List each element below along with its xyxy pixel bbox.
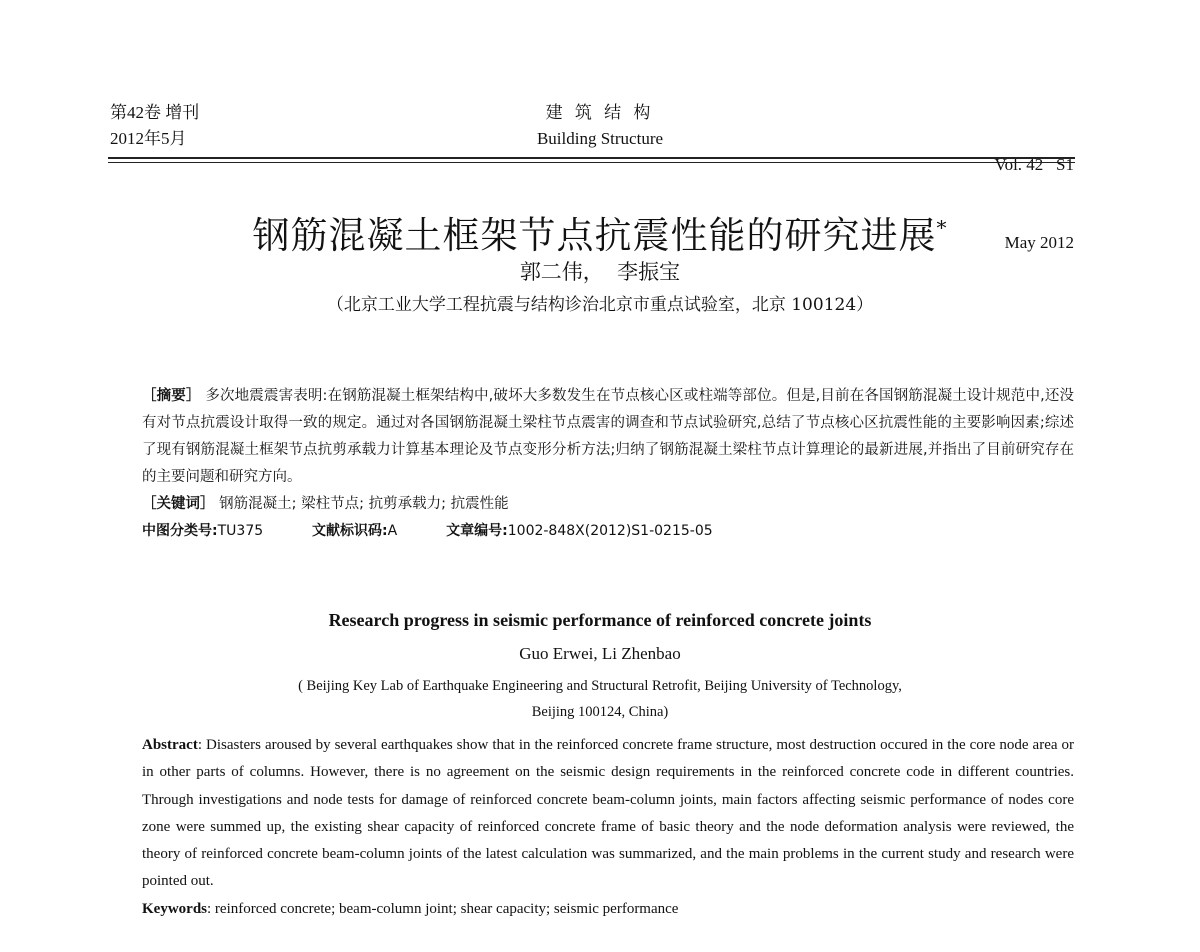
doc-code-label: 文献标识码: — [312, 523, 388, 539]
affiliation-cn: （北京工业大学工程抗震与结构诊治北京市重点试验室，北京 100124） — [326, 295, 874, 315]
clc-code: TU375 — [217, 523, 264, 539]
abstract-en — [142, 732, 1074, 923]
abstract-en-text: : Disasters aroused by several earthquakes show that in the reinforced concrete frame structure, most destruction occured in the core node area or in other parts of columns. However, there is no agreement on the seismic design requirements in the reinforced concrete code in different countries. Through investigations and node tests for damage of reinforced concrete beam-column joints, main factors affecting seismic performance of nodes core zone were summed up, the existing shear capacity of reinforced concrete frame of basic theory and the node deformation analysis were reviewed, the theory of reinforced concrete beam-column joints of the latest calculation was summarized, and the main problems in the current study and research were pointed out. — [142, 737, 1074, 890]
publication-date-cn: 2012年5月 — [110, 129, 187, 148]
keywords-cn-text: 钢筋混凝土; 梁柱节点; 抗剪承载力; 抗震性能 — [219, 496, 509, 512]
article-number-label: 文章编号: — [446, 523, 508, 539]
header-rule — [108, 157, 1075, 159]
volume-issue-en: Vol. 42 S1 — [994, 155, 1074, 174]
keywords-cn-label: ［关键词］ — [142, 496, 215, 512]
journal-name-en: Building Structure — [536, 129, 664, 148]
paper-title-cn — [0, 205, 1200, 259]
abstract-cn-text: 多次地震震害表明:在钢筋混凝土框架结构中,破坏大多数发生在节点核心区或柱端等部位。但是,目前在各国钢筋混凝土设计规范中,还没有对节点抗震设计取得一致的规定。通过对各国钢筋混凝土梁柱节点震害的调查和节点试验研究,总结了节点核心区抗震性能的主要影响因素;综述了现有钢筋混凝土框架节点抗剪承载力计算基本理论及节点变形分析方法;归纳了钢筋混凝土梁柱节点计算理论的最新进展,并指出了目前研究存在的主要问题和研究方向。 — [142, 388, 1075, 485]
title-text: 钢筋混凝土框架节点抗震性能的研究进展 — [252, 214, 937, 257]
article-number: 1002-848X(2012)S1-0215-05 — [507, 523, 713, 539]
authors-en: Guo Erwei, Li Zhenbao — [519, 644, 681, 663]
abstract-en-label: Abstract — [142, 737, 198, 753]
volume-issue: 第42卷 增刊 — [110, 103, 200, 122]
abstract-cn — [142, 383, 1074, 545]
keywords-en-label: Keywords — [142, 900, 207, 917]
classification-line — [142, 518, 1074, 545]
keywords-en — [142, 896, 1074, 923]
header-rule-thin — [108, 162, 1075, 163]
publication-date-en: May 2012 — [1004, 233, 1074, 252]
doc-code: A — [387, 523, 398, 539]
abstract-cn-label: ［摘要］ — [142, 388, 201, 404]
keywords-en-text: : reinforced concrete; beam-column joint; shear capacity; seismic performance — [207, 900, 679, 917]
journal-name-cn: 建 筑 结 构 — [545, 103, 655, 122]
authors-cn: 郭二伟， 李振宝 — [519, 260, 681, 284]
title-footnote-mark: * — [936, 215, 948, 240]
affiliation-en-line2: Beijing 100124, China) — [531, 704, 669, 720]
affiliation-en-line1: ( Beijing Key Lab of Earthquake Engineering and Structural Retrofit, Beijing University of Technology, — [298, 678, 902, 694]
journal-name — [400, 100, 800, 152]
keywords-cn — [142, 491, 1074, 518]
paper-title-en: Research progress in seismic performance of reinforced concrete joints — [328, 610, 872, 630]
clc-label: 中图分类号: — [142, 523, 218, 539]
journal-volume — [110, 100, 199, 152]
